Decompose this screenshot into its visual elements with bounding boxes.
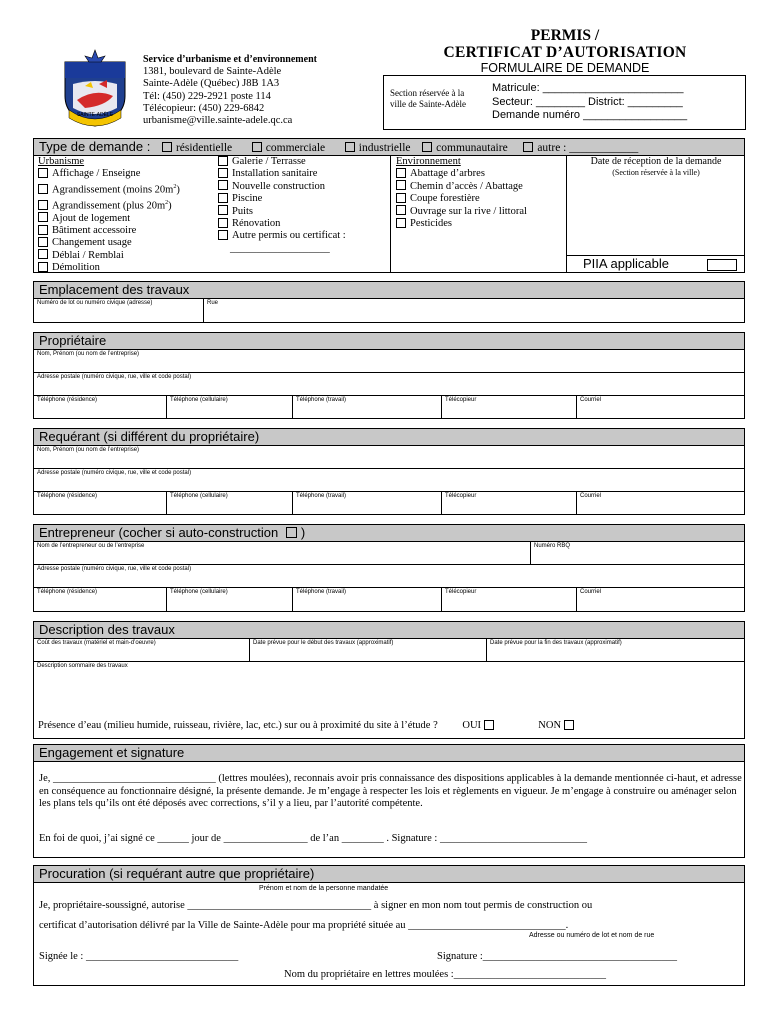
check-agrandissement-moins[interactable]: Agrandissement (moins $20m^2$) bbox=[38, 181, 180, 197]
item-label: Installation sanitaire bbox=[232, 168, 318, 180]
secteur-field[interactable]: Secteur: ________ District: _________ bbox=[492, 95, 683, 108]
section-title: Procuration (si requérant autre que propriétaire) bbox=[39, 866, 315, 881]
option-label: OUI bbox=[462, 720, 482, 731]
field-label: Adresse postale (numéro civique, rue, ville et code postal) bbox=[37, 566, 192, 572]
urbanisme-list-2 bbox=[218, 156, 346, 255]
option-label: industrielle bbox=[358, 142, 411, 154]
check-batiment-accessoire[interactable] bbox=[38, 225, 180, 237]
type-option-autre[interactable] bbox=[523, 142, 638, 154]
proprietaire-header bbox=[33, 332, 745, 350]
field-label: Courriel bbox=[580, 589, 602, 595]
checkbox[interactable] bbox=[218, 156, 228, 166]
section-title: Engagement et signature bbox=[39, 745, 185, 760]
org-fax: Télécopieur: (450) 229-6842 bbox=[143, 102, 265, 114]
org-name: Service d’urbanisme et d’environnement bbox=[143, 54, 317, 65]
city-logo bbox=[55, 48, 135, 128]
check-affichage[interactable] bbox=[38, 168, 180, 180]
checkbox[interactable] bbox=[422, 142, 432, 152]
check-abattage[interactable] bbox=[396, 168, 527, 180]
presence-eau-row bbox=[38, 720, 578, 731]
item-label: Changement usage bbox=[52, 237, 132, 249]
requerant-courriel[interactable] bbox=[576, 491, 745, 515]
check-galerie[interactable] bbox=[218, 156, 346, 168]
entrepreneur-tel-trav[interactable] bbox=[292, 587, 442, 612]
field-label: Télécopieur bbox=[445, 589, 477, 595]
procuration-header bbox=[33, 865, 745, 883]
field-label: Nom de l’entrepreneur ou de l’entreprise bbox=[37, 543, 145, 549]
reserved-box bbox=[383, 75, 746, 130]
entrepreneur-adresse-field[interactable] bbox=[33, 564, 745, 588]
check-deblai-remblai[interactable] bbox=[38, 250, 180, 262]
field-label: Date prévue pour la fin des travaux (approximatif) bbox=[490, 640, 622, 646]
proprietaire-tel-res[interactable] bbox=[33, 395, 167, 419]
title-line1: PERMIS / bbox=[530, 27, 600, 44]
engagement-body bbox=[33, 761, 745, 858]
date-fin-field[interactable] bbox=[486, 638, 745, 662]
requerant-telecopieur[interactable] bbox=[441, 491, 577, 515]
item-label: Ouvrage sur la rive / littoral bbox=[410, 205, 527, 217]
checkbox[interactable] bbox=[396, 193, 406, 203]
subtitle: FORMULAIRE DE DEMANDE bbox=[480, 61, 650, 75]
org-phone: Tél: (450) 229-2921 poste 114 bbox=[143, 90, 271, 102]
org-info bbox=[143, 54, 317, 127]
checkbox[interactable] bbox=[38, 168, 48, 178]
item-label: Rénovation bbox=[232, 218, 281, 230]
matricule-field[interactable]: Matricule: _______________________ bbox=[492, 82, 684, 94]
field-label: Téléphone (cellulaire) bbox=[170, 589, 228, 595]
option-label: NON bbox=[538, 720, 562, 731]
section-title: Propriétaire bbox=[39, 333, 107, 348]
date-debut-field[interactable] bbox=[249, 638, 487, 662]
section-title: Entrepreneur (cocher si auto-construction bbox=[39, 525, 279, 540]
field-label: Date prévue pour le début des travaux (approximatif) bbox=[253, 640, 394, 646]
section-title: Description des travaux bbox=[39, 622, 175, 637]
checkbox[interactable] bbox=[218, 193, 228, 203]
field-label: Rue bbox=[207, 300, 219, 306]
procuration-line2[interactable]: certificat d’autorisation délivré par la Ville de Sainte-Adèle pour ma propriété située au ______________________________. bbox=[39, 920, 569, 931]
lot-field[interactable] bbox=[33, 298, 204, 323]
item-label: Coupe forestière bbox=[410, 193, 480, 205]
cout-field[interactable] bbox=[33, 638, 250, 662]
requerant-tel-cell[interactable] bbox=[166, 491, 293, 515]
check-piscine[interactable] bbox=[218, 193, 346, 205]
checkbox[interactable] bbox=[396, 180, 406, 190]
type-option-industrielle[interactable] bbox=[345, 142, 411, 154]
item-label: Démolition bbox=[52, 262, 100, 274]
item-label: Abattage d’arbres bbox=[410, 168, 485, 180]
option-label: autre : ____________ bbox=[537, 142, 639, 154]
check-nouvelle-construction[interactable] bbox=[218, 181, 346, 193]
checkbox[interactable] bbox=[218, 180, 228, 190]
item-label: Puits bbox=[232, 205, 254, 217]
type-demande-label: Type de demande : bbox=[39, 139, 151, 154]
field-label: Téléphone (travail) bbox=[296, 397, 347, 403]
description-header bbox=[33, 621, 745, 639]
signee-le-field[interactable]: Signée le : _____________________________ bbox=[39, 951, 239, 962]
field-label: Courriel bbox=[580, 397, 602, 403]
piia-label: PIIA applicable bbox=[583, 256, 670, 271]
urbanisme-list bbox=[38, 156, 180, 275]
item-label: Autre permis ou certificat : bbox=[232, 230, 346, 242]
procuration-signature-field[interactable]: Signature :_____________________________________ bbox=[437, 951, 678, 962]
urbanisme-title: Urbanisme bbox=[38, 156, 85, 167]
field-label: Téléphone (travail) bbox=[296, 493, 347, 499]
requerant-adresse-field[interactable] bbox=[33, 468, 745, 492]
item-label: Piscine bbox=[232, 193, 263, 205]
check-ajout-logement[interactable] bbox=[38, 213, 180, 225]
reserved-line1: Section réservée à la bbox=[390, 88, 465, 98]
org-address: 1381, boulevard de Sainte-Adèle bbox=[143, 66, 282, 78]
proprietaire-nom-field[interactable] bbox=[33, 349, 745, 373]
proprietaire-courriel[interactable] bbox=[576, 395, 745, 419]
field-label: Numéro RBQ bbox=[534, 543, 571, 549]
check-ouvrage-rive[interactable] bbox=[396, 206, 527, 218]
item-label: Déblai / Remblai bbox=[52, 249, 124, 261]
checkbox[interactable] bbox=[218, 205, 228, 215]
entrepreneur-header bbox=[33, 524, 745, 542]
checkbox[interactable] bbox=[345, 142, 355, 152]
checkbox[interactable] bbox=[218, 168, 228, 178]
autre-permis-blank[interactable]: ___________________ bbox=[230, 242, 330, 254]
checkbox[interactable] bbox=[252, 142, 262, 152]
check-autre-permis[interactable] bbox=[218, 230, 346, 242]
option-label: communautaire bbox=[436, 142, 508, 154]
checkbox[interactable] bbox=[38, 184, 48, 194]
piia-box bbox=[566, 255, 745, 273]
checkbox[interactable] bbox=[38, 249, 48, 259]
requerant-header bbox=[33, 428, 745, 446]
check-demolition[interactable] bbox=[38, 262, 180, 274]
checkbox[interactable] bbox=[218, 218, 228, 228]
entrepreneur-tel-res[interactable] bbox=[33, 587, 167, 612]
title-line2: CERTIFICAT D’AUTORISATION bbox=[443, 44, 687, 61]
check-changement-usage[interactable] bbox=[38, 237, 180, 249]
field-label: Téléphone (travail) bbox=[296, 589, 347, 595]
proprietaire-tel-trav[interactable] bbox=[292, 395, 442, 419]
checkbox[interactable] bbox=[162, 142, 172, 152]
engagement-header bbox=[33, 744, 745, 762]
type-demande-bar bbox=[33, 138, 745, 156]
section-title-end: ) bbox=[300, 525, 306, 540]
requerant-tel-trav[interactable] bbox=[292, 491, 442, 515]
auto-construction-checkbox[interactable] bbox=[286, 527, 297, 538]
requerant-tel-res[interactable] bbox=[33, 491, 167, 515]
requerant-nom-field[interactable] bbox=[33, 445, 745, 469]
adresse-lot-caption: Adresse ou numéro de lot et nom de rue bbox=[529, 932, 655, 939]
checkbox[interactable] bbox=[38, 262, 48, 272]
item-label: Affichage / Enseigne bbox=[52, 168, 141, 180]
proprietaire-adresse-field[interactable] bbox=[33, 372, 745, 396]
checkbox[interactable] bbox=[38, 212, 48, 222]
field-label: Téléphone (résidence) bbox=[37, 493, 98, 499]
checkbox[interactable] bbox=[396, 218, 406, 228]
emplacement-header bbox=[33, 281, 745, 299]
option-label: commerciale bbox=[265, 142, 326, 154]
logo-text: SAINTE-ADÈLE bbox=[76, 112, 114, 118]
entrepreneur-courriel[interactable] bbox=[576, 587, 745, 612]
check-agrandissement-plus[interactable]: Agrandissement (plus $20m^2$) bbox=[38, 197, 180, 213]
check-renovation[interactable] bbox=[218, 218, 346, 230]
checkbox[interactable] bbox=[523, 142, 533, 152]
checkbox[interactable] bbox=[396, 205, 406, 215]
field-label: Numéro de lot ou numéro civique (adresse) bbox=[37, 300, 153, 306]
option-label: résidentielle bbox=[175, 142, 233, 154]
checkbox[interactable] bbox=[396, 168, 406, 178]
reserved-line2: ville de Sainte-Adèle bbox=[390, 99, 466, 109]
form-title bbox=[400, 27, 730, 75]
reception-area bbox=[567, 156, 745, 178]
org-email: urbanisme@ville.sainte-adele.qc.ca bbox=[143, 115, 293, 127]
field-label: Coût des travaux (matériel et main-d’oeuvre) bbox=[37, 640, 156, 646]
rue-field[interactable] bbox=[203, 298, 745, 323]
field-label: Courriel bbox=[580, 493, 602, 499]
check-chemin-acces[interactable] bbox=[396, 181, 527, 193]
reception-title: Date de réception de la demande bbox=[590, 156, 722, 167]
item-label: Galerie / Terrasse bbox=[232, 156, 306, 167]
type-option-residentielle[interactable] bbox=[162, 142, 232, 154]
entrepreneur-telecopieur[interactable] bbox=[441, 587, 577, 612]
mandataire-caption: Prénom et nom de la personne mandatée bbox=[259, 885, 389, 892]
non-option[interactable] bbox=[538, 720, 577, 731]
item-label: Nouvelle construction bbox=[232, 180, 326, 192]
item-label: Pesticides bbox=[410, 218, 452, 230]
procuration-body bbox=[33, 882, 745, 986]
environnement-list bbox=[396, 156, 527, 230]
engagement-signature-line[interactable]: En foi de quoi, j’ai signé ce ______ jour de ________________ de l’an ________ . Signature : ____________________________ bbox=[39, 833, 587, 844]
oui-option[interactable] bbox=[462, 720, 497, 731]
entrepreneur-nom-field[interactable] bbox=[33, 541, 531, 565]
engagement-text: Je, _______________________________ (lettres moulées), reconnais avoir pris connaissance des dispositions applicables à la demande mentionnée ci-haut, et adresse en conséquence au fonctionnaire désigné, la présente demande. Je m’engage à respecter les lois et règlements en vigueur. Je m’engage à construire ou aménager selon les plans tels qu’ils ont été déposés avec corrections, s’il y a lieu, par l’autorité compétente. bbox=[39, 773, 742, 809]
field-label: Adresse postale (numéro civique, rue, ville et code postal) bbox=[37, 470, 192, 476]
check-installation-sanitaire[interactable] bbox=[218, 168, 346, 180]
check-puits[interactable] bbox=[218, 206, 346, 218]
entrepreneur-tel-cell[interactable] bbox=[166, 587, 293, 612]
field-label: Téléphone (résidence) bbox=[37, 589, 98, 595]
field-label: Téléphone (résidence) bbox=[37, 397, 98, 403]
field-label: Télécopieur bbox=[445, 397, 477, 403]
presence-eau-question: Présence d’eau (milieu humide, ruisseau, rivière, lac, etc.) sur ou à proximité du site à l’étude ? bbox=[38, 720, 438, 731]
checkbox[interactable] bbox=[218, 230, 228, 240]
type-option-commerciale[interactable] bbox=[252, 142, 325, 154]
field-label: Adresse postale (numéro civique, rue, ville et code postal) bbox=[37, 374, 192, 380]
field-label: Téléphone (cellulaire) bbox=[170, 493, 228, 499]
field-label: Nom, Prénom (ou nom de l’entreprise) bbox=[37, 447, 140, 453]
field-label: Description sommaire des travaux bbox=[37, 663, 128, 669]
proprietaire-tel-cell[interactable] bbox=[166, 395, 293, 419]
org-city: Sainte-Adèle (Québec) J8B 1A3 bbox=[143, 78, 280, 90]
oui-checkbox[interactable] bbox=[484, 720, 494, 730]
proprietaire-telecopieur[interactable] bbox=[441, 395, 577, 419]
reception-subtitle: (Section réservée à la ville) bbox=[612, 168, 700, 177]
section-title: Requérant (si différent du propriétaire) bbox=[39, 429, 260, 444]
checkbox[interactable] bbox=[38, 237, 48, 247]
check-pesticides[interactable] bbox=[396, 218, 527, 230]
item-label: Chemin d’accès / Abattage bbox=[410, 180, 523, 192]
entrepreneur-rbq-field[interactable] bbox=[530, 541, 745, 565]
procuration-line1[interactable]: Je, propriétaire-soussigné, autorise ___________________________________ à signer en mon nom tout permis de construction ou bbox=[39, 900, 593, 911]
demande-number-field[interactable]: Demande numéro _________________ bbox=[492, 109, 688, 121]
item-label: Bâtiment accessoire bbox=[52, 225, 137, 237]
type-option-communautaire[interactable] bbox=[422, 142, 508, 154]
field-label: Nom, Prénom (ou nom de l’entreprise) bbox=[37, 351, 140, 357]
section-title: Emplacement des travaux bbox=[39, 282, 190, 297]
item-label: Agrandissement (plus 20m bbox=[52, 200, 166, 212]
checkbox[interactable] bbox=[38, 225, 48, 235]
nom-proprietaire-field[interactable]: Nom du propriétaire en lettres moulées :_____________________________ bbox=[284, 969, 606, 980]
item-label: Agrandissement (moins 20m bbox=[52, 184, 174, 196]
non-checkbox[interactable] bbox=[564, 720, 574, 730]
item-label: Ajout de logement bbox=[52, 212, 131, 224]
checkbox[interactable] bbox=[38, 200, 48, 210]
field-label: Téléphone (cellulaire) bbox=[170, 397, 228, 403]
environnement-title: Environnement bbox=[396, 156, 461, 167]
field-label: Télécopieur bbox=[445, 493, 477, 499]
check-coupe-forestiere[interactable] bbox=[396, 193, 527, 205]
piia-checkbox[interactable] bbox=[707, 259, 737, 271]
